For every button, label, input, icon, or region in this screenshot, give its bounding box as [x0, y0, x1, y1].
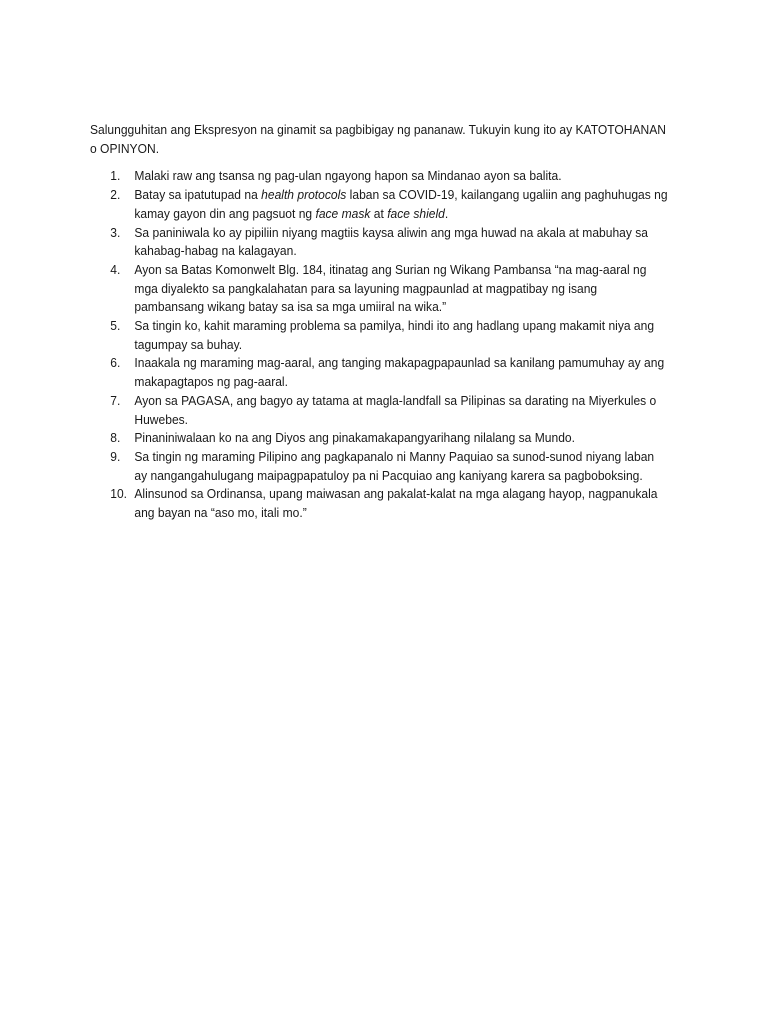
- list-item: [90, 186, 669, 223]
- list-number: 9.: [110, 449, 121, 464]
- list-item: [90, 354, 669, 391]
- list-item-text: Sa paniniwala ko ay pipiliin niyang magtiis kaysa aliwin ang mga huwad na akala at mabuhay sa kahabag-habag na kalagayan.: [134, 225, 649, 259]
- list-item-text: Malaki raw ang tsansa ng pag-ulan ngayong hapon sa Mindanao ayon sa balita.: [134, 169, 562, 184]
- list-number: 1.: [110, 169, 121, 184]
- list-item: [90, 224, 669, 261]
- text-segment: at: [370, 206, 388, 221]
- list-item-text: Ayon sa PAGASA, ang bagyo ay tatama at magla-landfall sa Pilipinas sa darating na Miyerkules o Huwebes.: [134, 393, 657, 427]
- list-item-text: Ayon sa Batas Komonwelt Blg. 184, itinatag ang Surian ng Wikang Pambansa “na mag-aaral ng mga diyalekto sa pangkalahatan para sa layuning magpaunlad at magpatibay ng isang pambansang wikang batay sa isa sa mga umiiral na wika.”: [134, 262, 647, 315]
- text-segment: laban sa COVID-19, kailangang ugaliin ang paghuhugas ng kamay gayon din ang pagsuot ng: [134, 188, 668, 221]
- list-number: 4.: [110, 262, 121, 277]
- document-body: [90, 121, 669, 523]
- list-number: 3.: [110, 225, 121, 240]
- list-number: 10.: [110, 487, 128, 502]
- list-number: 8.: [110, 431, 121, 446]
- list-item: [90, 317, 669, 354]
- italic-term: face mask: [315, 206, 371, 221]
- list-item-text: Alinsunod sa Ordinansa, upang maiwasan ang pakalat-kalat na mga alagang hayop, nagpanukala ang bayan na “aso mo, itali mo.”: [134, 487, 658, 521]
- list-item-text: Inaakala ng maraming mag-aaral, ang tanging makapagpapaunlad sa kanilang pamumuhay ay ang makapagtapos ng pag-aaral.: [134, 356, 665, 390]
- numbered-list: [90, 167, 669, 522]
- list-item: [90, 485, 669, 522]
- list-item: [90, 392, 669, 429]
- list-item-text: Pinaniniwalaan ko na ang Diyos ang pinakamakapangyarihang nilalang sa Mundo.: [134, 431, 575, 446]
- list-item-text: Sa tingin ng maraming Pilipino ang pagkapanalo ni Manny Paquiao sa sunod-sunod niyang laban ay nangangahulugang maipagpapatuloy pa ni Pacquiao ang kaniyang karera sa pagboboksing.: [134, 449, 655, 483]
- text-segment: .: [444, 206, 449, 221]
- list-number: 5.: [110, 319, 121, 334]
- list-item: [90, 429, 669, 448]
- instructions-paragraph: Salungguhitan ang Ekspresyon na ginamit sa pagbibigay ng pananaw. Tukuyin kung ito ay KATOTOHANAN o OPINYON.: [90, 123, 667, 156]
- list-item-text: Sa tingin ko, kahit maraming problema sa pamilya, hindi ito ang hadlang upang makamit niya ang tagumpay sa buhay.: [134, 319, 655, 352]
- list-item-text: [134, 188, 667, 221]
- text-segment: Batay sa ipatutupad na: [134, 188, 262, 203]
- list-item: [90, 448, 669, 485]
- list-number: 2.: [110, 188, 121, 203]
- list-number: 7.: [110, 393, 121, 408]
- italic-term: health protocols: [261, 188, 347, 203]
- list-number: 6.: [110, 356, 121, 371]
- italic-term: face shield: [387, 206, 445, 221]
- list-item: [90, 261, 669, 317]
- list-item: [90, 167, 669, 186]
